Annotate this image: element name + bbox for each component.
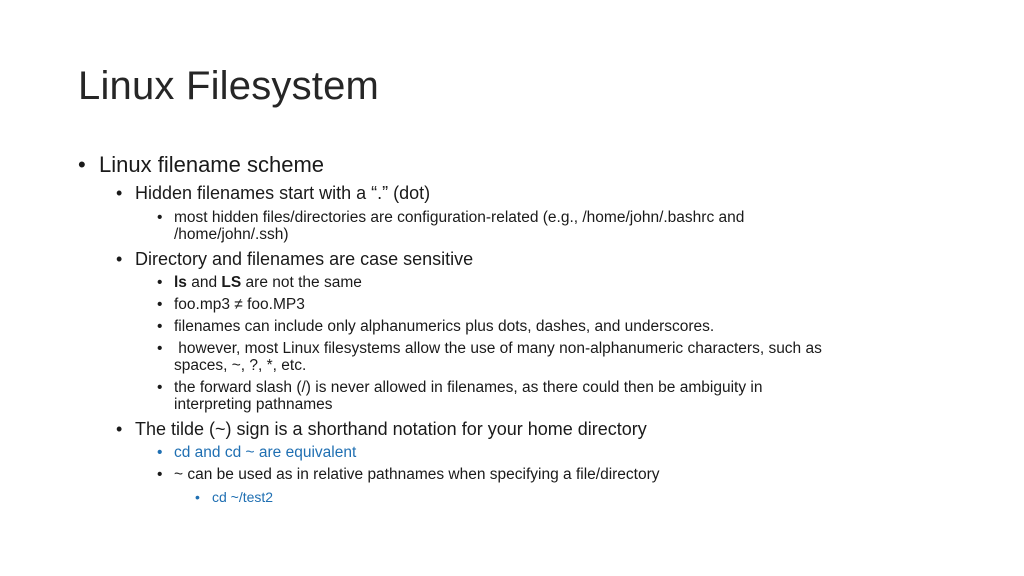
bullet-text: filenames can include only alphanumerics plus dots, dashes, and underscores. — [174, 318, 715, 335]
bullet-item-hidden-filenames — [116, 182, 430, 204]
bold-LS: LS — [221, 274, 242, 291]
bullet-item-ls-LS — [157, 274, 362, 291]
bullet-item-forward-slash — [157, 379, 762, 413]
bullet-text: cd ~/test2 — [212, 489, 274, 505]
bullet-text: The tilde (~) sign is a shorthand notation for your home directory — [135, 419, 647, 439]
slide-title: Linux Filesystem — [78, 64, 380, 108]
bullet-item-allowed-chars — [157, 318, 714, 335]
bullet-text: Linux filename scheme — [99, 152, 325, 177]
bullet-item-hidden-config — [157, 209, 744, 243]
bullet-dot: • — [116, 419, 123, 439]
bullet-text-line1: most hidden files/directories are configuration-related (e.g., /home/john/.bashrc and — [174, 209, 745, 226]
bullet-text: foo.mp3 ≠ foo.MP3 — [174, 296, 305, 313]
bullet-item-cd-equivalent — [157, 444, 356, 461]
bullet-text — [174, 274, 362, 291]
bold-ls: ls — [174, 274, 187, 291]
bullet-dot: • — [157, 379, 163, 396]
bullet-item-tilde — [116, 418, 647, 440]
bullet-dot: • — [157, 296, 163, 313]
bullet-text-line2: spaces, ~, ?, *, etc. — [174, 357, 307, 374]
text-rest: are not the same — [241, 274, 362, 291]
bullet-item-case-sensitive — [116, 248, 473, 270]
bullet-text-line1: the forward slash (/) is never allowed in filenames, as there could then be ambiguity in — [174, 379, 763, 396]
bullet-dot: • — [116, 183, 123, 203]
bullet-item-non-alphanumeric — [157, 340, 822, 374]
bullet-text-line2: /home/john/.ssh) — [174, 226, 289, 243]
bullet-dot: • — [157, 466, 163, 483]
bullet-text-line1: however, most Linux filesystems allow the use of many non-alphanumeric characters, such as — [174, 340, 822, 357]
bullet-text-line2: interpreting pathnames — [174, 396, 333, 413]
bullet-dot: • — [157, 318, 163, 335]
bullet-dot: • — [195, 489, 200, 505]
bullet-text: Directory and filenames are case sensitive — [135, 249, 474, 269]
bullet-text: cd and cd ~ are equivalent — [174, 444, 357, 461]
bullet-item-filename-scheme — [78, 152, 324, 178]
bullet-dot: • — [157, 444, 163, 461]
bullet-text: Hidden filenames start with a “.” (dot) — [135, 183, 431, 203]
text-and: and — [186, 274, 222, 291]
bullet-text: ~ can be used as in relative pathnames when specifying a file/directory — [174, 466, 660, 483]
bullet-dot: • — [157, 340, 163, 357]
bullet-dot: • — [157, 274, 163, 291]
bullet-dot: • — [116, 249, 123, 269]
bullet-dot: • — [78, 152, 86, 177]
bullet-item-foo-mp3 — [157, 296, 305, 313]
bullet-item-cd-test2 — [195, 489, 273, 505]
bullet-item-tilde-relative — [157, 466, 660, 483]
bullet-dot: • — [157, 209, 163, 226]
